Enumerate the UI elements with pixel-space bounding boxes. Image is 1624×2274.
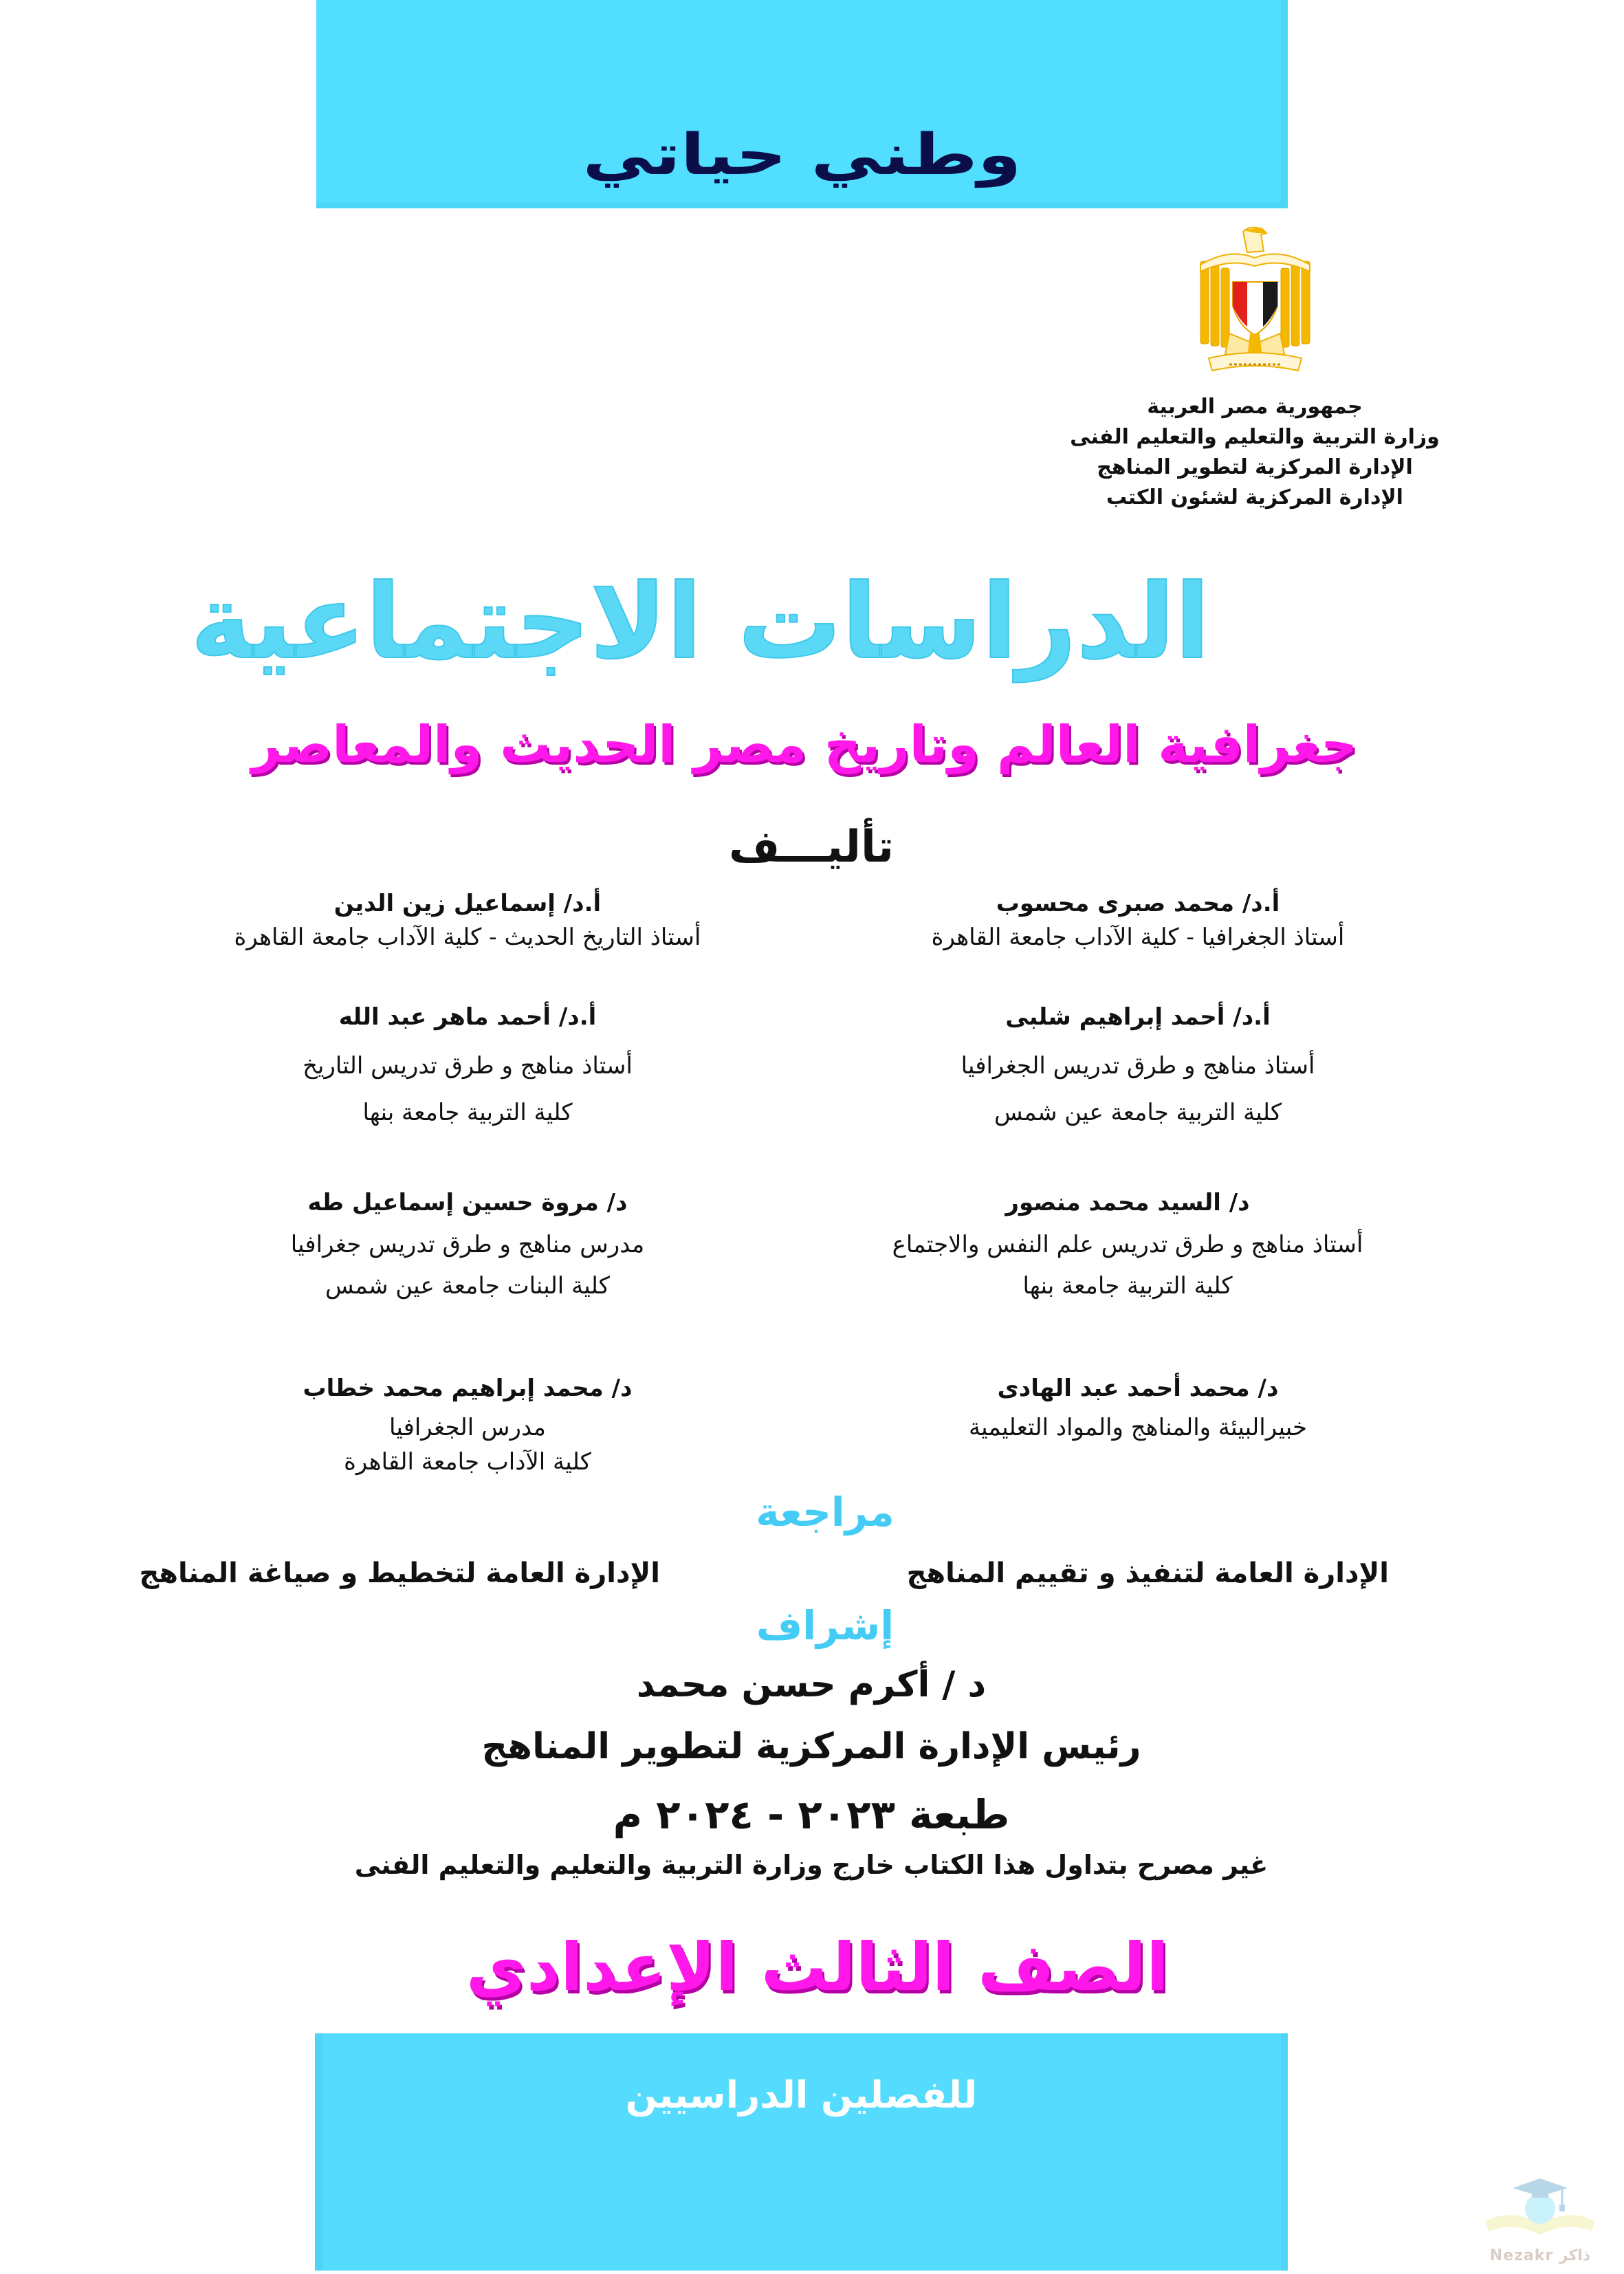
supervisor-name: د / أكرم حسن محمد — [636, 1664, 987, 1705]
ministry-name: وزارة التربية والتعليم والتعليم الفنى — [1070, 425, 1440, 449]
review-label: مراجعة — [756, 1489, 895, 1535]
author-affiliation: أستاذ مناهج و طرق تدريس الجغرافيا — [961, 1052, 1315, 1080]
author-affiliation: كلية التربية جامعة بنها — [1022, 1272, 1233, 1300]
author-affiliation: أستاذ التاريخ الحديث - كلية الآداب جامعة القاهرة — [234, 923, 701, 951]
watermark — [1471, 2166, 1609, 2269]
author-affiliation: مدرس الجغرافيا — [388, 1414, 547, 1441]
ministry-header — [1059, 392, 1451, 513]
author-name: أ.د/ أحمد إبراهيم شلبى — [1005, 1003, 1271, 1031]
author-affiliation: كلية التربية جامعة بنها — [362, 1099, 573, 1126]
book-subtitle: جغرافية العالم وتاريخ مصر الحديث والمعاصر — [251, 715, 1358, 774]
author-entry — [846, 1001, 1430, 1130]
country-name: جمهورية مصر العربية — [1147, 395, 1363, 419]
review-department: الإدارة العامة لتنفيذ و تقييم المناهج — [906, 1557, 1389, 1589]
author-name: أ.د/ إسماعيل زين الدين — [333, 890, 602, 917]
author-name: د/ مروة حسين إسماعيل طه — [307, 1189, 628, 1216]
author-entry — [179, 887, 756, 954]
author-affiliation: مدرس مناهج و طرق تدريس جغرافيا — [290, 1231, 645, 1258]
author-entry — [846, 887, 1430, 954]
egypt-eagle-emblem-icon — [1195, 223, 1315, 375]
author-affiliation: كلية البنات جامعة عين شمس — [325, 1272, 610, 1300]
author-name: د/ السيد محمد منصور — [1005, 1189, 1250, 1216]
edition-year: طبعة ٢٠٢٣ - ٢٠٢٤ م — [613, 1791, 1010, 1838]
authorship-label: تأليـــف — [728, 822, 895, 873]
supervisor-title: رئيس الإدارة المركزية لتطوير المناهج — [481, 1726, 1141, 1767]
author-affiliation: أستاذ الجغرافيا - كلية الآداب جامعة القاهرة — [931, 923, 1345, 951]
author-name: د/ محمد أحمد عبد الهادى — [997, 1375, 1279, 1402]
watermark-text: Nezakr ذاكر — [1489, 2247, 1591, 2264]
author-entry — [206, 1001, 729, 1130]
curriculum-department: الإدارة المركزية لتطوير المناهج — [1097, 455, 1413, 479]
author-affiliation: أستاذ مناهج و طرق تدريس علم النفس والاجتماع — [892, 1231, 1363, 1258]
supervision-label: إشراف — [756, 1602, 895, 1649]
author-affiliation: أستاذ مناهج و طرق تدريس التاريخ — [303, 1052, 633, 1080]
slogan: وطني حياتي — [582, 122, 1022, 188]
bottom-banner — [315, 2033, 1288, 2271]
graduate-book-logo-icon — [1471, 2166, 1609, 2249]
author-affiliation: كلية التربية جامعة عين شمس — [994, 1099, 1282, 1126]
author-name: د/ محمد إبراهيم محمد خطاب — [303, 1375, 633, 1402]
author-affiliation: كلية الآداب جامعة القاهرة — [344, 1448, 591, 1476]
review-department: الإدارة العامة لتخطيط و صياغة المناهج — [139, 1557, 660, 1589]
author-entry — [846, 1372, 1430, 1445]
author-name: أ.د/ محمد صبرى محسوب — [996, 890, 1280, 917]
author-entry — [206, 1372, 729, 1479]
grade-level: الصف الثالث الإعدادي — [465, 1929, 1169, 2006]
author-name: أ.د/ أحمد ماهر عبد الله — [338, 1003, 597, 1031]
books-department: الإدارة المركزية لشئون الكتب — [1106, 485, 1403, 510]
top-banner — [316, 0, 1288, 208]
author-entry — [206, 1186, 729, 1303]
distribution-notice: غير مصرح بتداول هذا الكتاب خارج وزارة التربية والتعليم والتعليم الفنى — [354, 1850, 1269, 1880]
author-entry — [825, 1186, 1430, 1303]
semester-label: للفصلين الدراسيين — [625, 2073, 978, 2117]
author-affiliation: خبيرالبيئة والمناهج والمواد التعليمية — [968, 1414, 1308, 1441]
book-title: الدراسات الاجتماعية — [190, 562, 1210, 682]
